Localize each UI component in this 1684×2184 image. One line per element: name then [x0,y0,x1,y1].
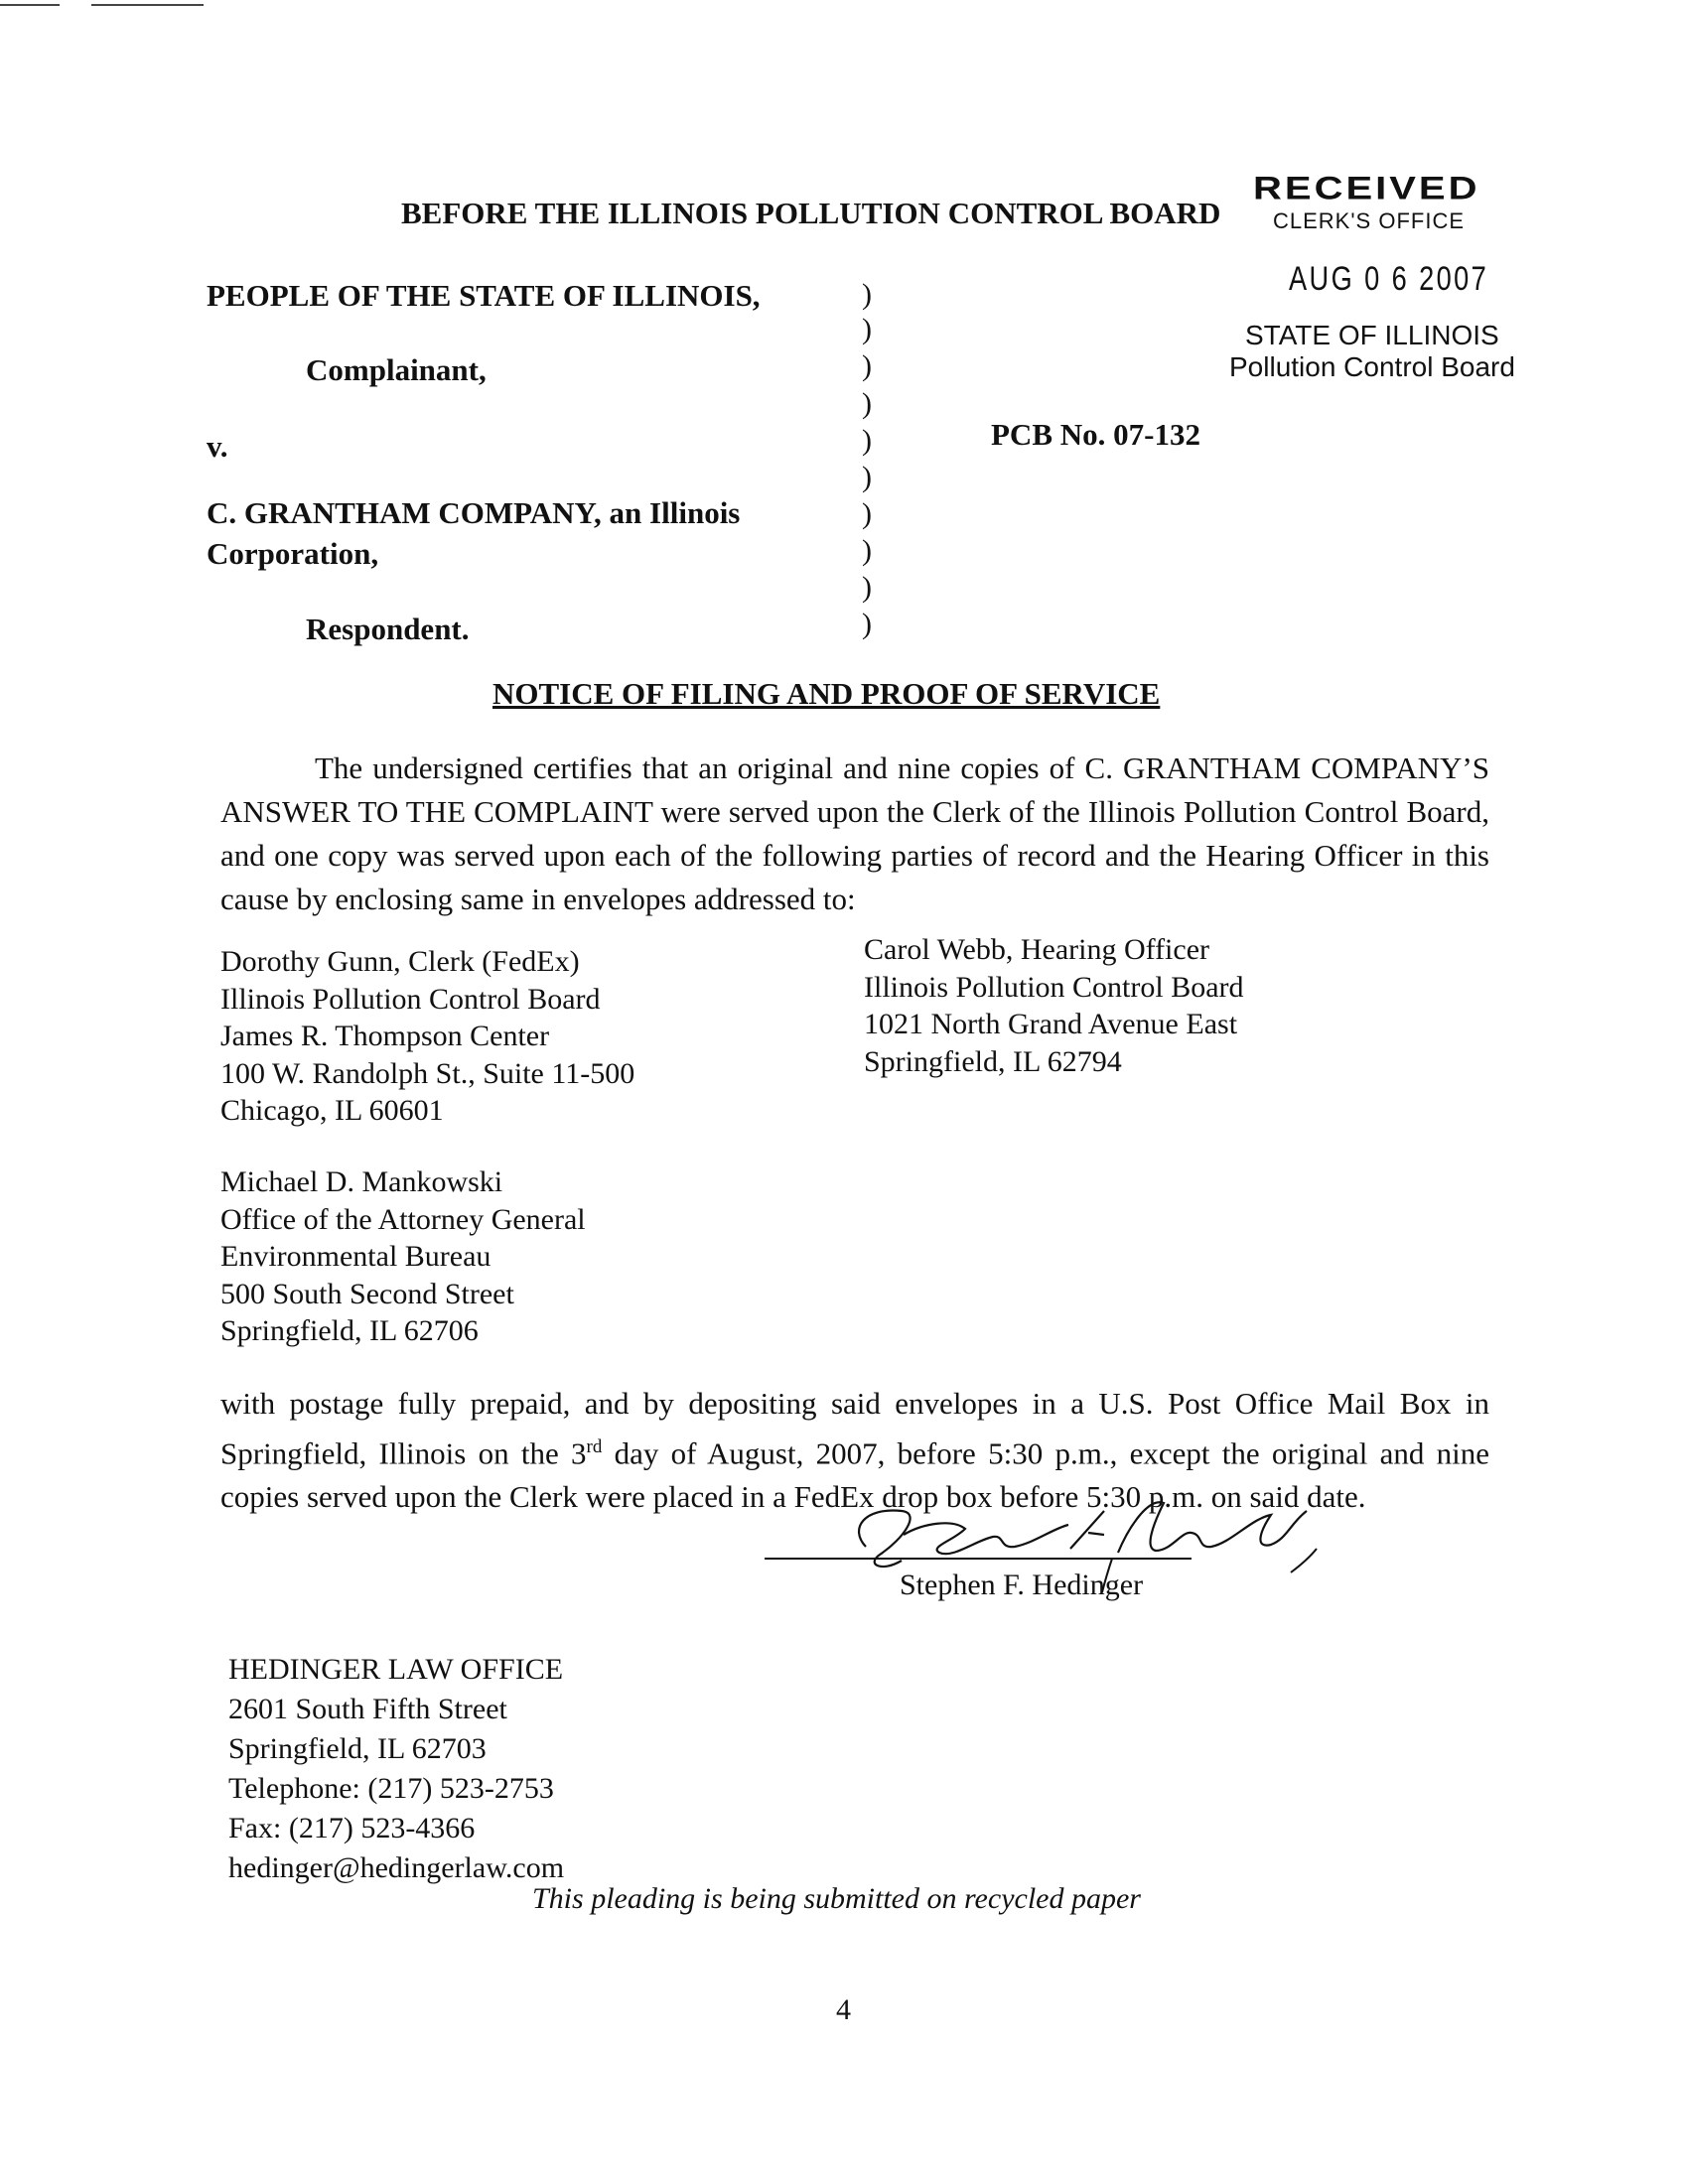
firm-street: 2601 South Fifth Street [228,1693,507,1725]
caption-paren: ) [862,534,872,567]
ordinal-suffix: rd [586,1436,603,1457]
caption-paren: ) [862,497,872,530]
defendant-role: Respondent. [306,612,470,646]
addressee-block-attorney-general [220,1163,586,1350]
address-line: Carol Webb, Hearing Officer [864,933,1210,966]
address-line: 500 South Second Street [220,1277,514,1310]
address-line: Illinois Pollution Control Board [220,982,601,1016]
received-date-stamp: AUG 0 6 2007 [1289,260,1489,298]
address-line: James R. Thompson Center [220,1020,550,1052]
address-line: Chicago, IL 60601 [220,1094,444,1127]
caption-paren: ) [862,387,872,420]
plaintiff-name: PEOPLE OF THE STATE OF ILLINOIS, [207,278,761,313]
received-stamp: RECEIVED [1253,171,1480,207]
board-heading: BEFORE THE ILLINOIS POLLUTION CONTROL BOARD [401,196,1221,230]
plaintiff-role: Complainant, [306,352,487,387]
address-line: Michael D. Mankowski [220,1165,503,1198]
defendant-name-line1: C. GRANTHAM COMPANY, an Illinois [207,495,741,530]
address-line: 100 W. Randolph St., Suite 11-500 [220,1056,635,1090]
clerk-office-stamp: CLERK'S OFFICE [1273,208,1466,233]
board-stamp: Pollution Control Board [1229,351,1515,382]
scan-edge-mark [0,0,204,10]
firm-telephone: Telephone: (217) 523-2753 [228,1772,554,1805]
address-line: Environmental Bureau [220,1240,491,1273]
state-stamp: STATE OF ILLINOIS [1245,320,1499,350]
address-line: Illinois Pollution Control Board [864,970,1244,1004]
address-line: 1021 North Grand Avenue East [864,1008,1238,1040]
firm-name: HEDINGER LAW OFFICE [228,1653,564,1686]
addressee-block-clerk [220,943,634,1130]
document-title: NOTICE OF FILING AND PROOF OF SERVICE [492,676,1161,711]
caption-paren: ) [862,608,872,640]
recycled-paper-note: This pleading is being submitted on recycled paper [532,1882,1141,1915]
caption-paren: ) [862,278,872,311]
firm-fax: Fax: (217) 523-4366 [228,1812,476,1844]
address-line: Springfield, IL 62794 [864,1044,1122,1078]
signer-name: Stephen F. Hedinger [900,1569,1144,1601]
page-number: 4 [836,1993,851,2026]
address-line: Office of the Attorney General [220,1202,586,1236]
service-text-part2: day of August, 2007, before 5:30 p.m., except the original and nine copies served upon the Clerk were placed in a FedEx drop box before 5:30 p.m. on said date. [220,1435,1489,1515]
addressee-block-hearing-officer [864,931,1244,1080]
caption-paren: ) [862,424,872,457]
address-line: Springfield, IL 62706 [220,1314,479,1347]
caption-paren: ) [862,571,872,604]
intro-paragraph: The undersigned certifies that an original and nine copies of C. GRANTHAM COMPANY’S ANSWER TO THE COMPLAINT were served upon the Clerk of the Illinois Pollution Control Board, and one copy was served upon each of the following parties of record and the Hearing Officer in this cause by enclosing same in envelopes addressed to: [220,751,1489,916]
caption-paren: ) [862,349,872,382]
address-line: Dorothy Gunn, Clerk (FedEx) [220,945,580,978]
firm-city: Springfield, IL 62703 [228,1732,487,1765]
firm-email: hedinger@hedingerlaw.com [228,1851,565,1884]
service-text-part1: with postage fully prepaid, and by depositing said envelopes in a U.S. Post Office Mail Box in Springfield, Illinois on the 3 [220,1386,1489,1471]
defendant-name-line2: Corporation, [207,536,379,571]
caption-paren: ) [862,313,872,345]
versus: v. [207,429,228,464]
caption-paren: ) [862,461,872,493]
case-number: PCB No. 07-132 [991,417,1200,452]
